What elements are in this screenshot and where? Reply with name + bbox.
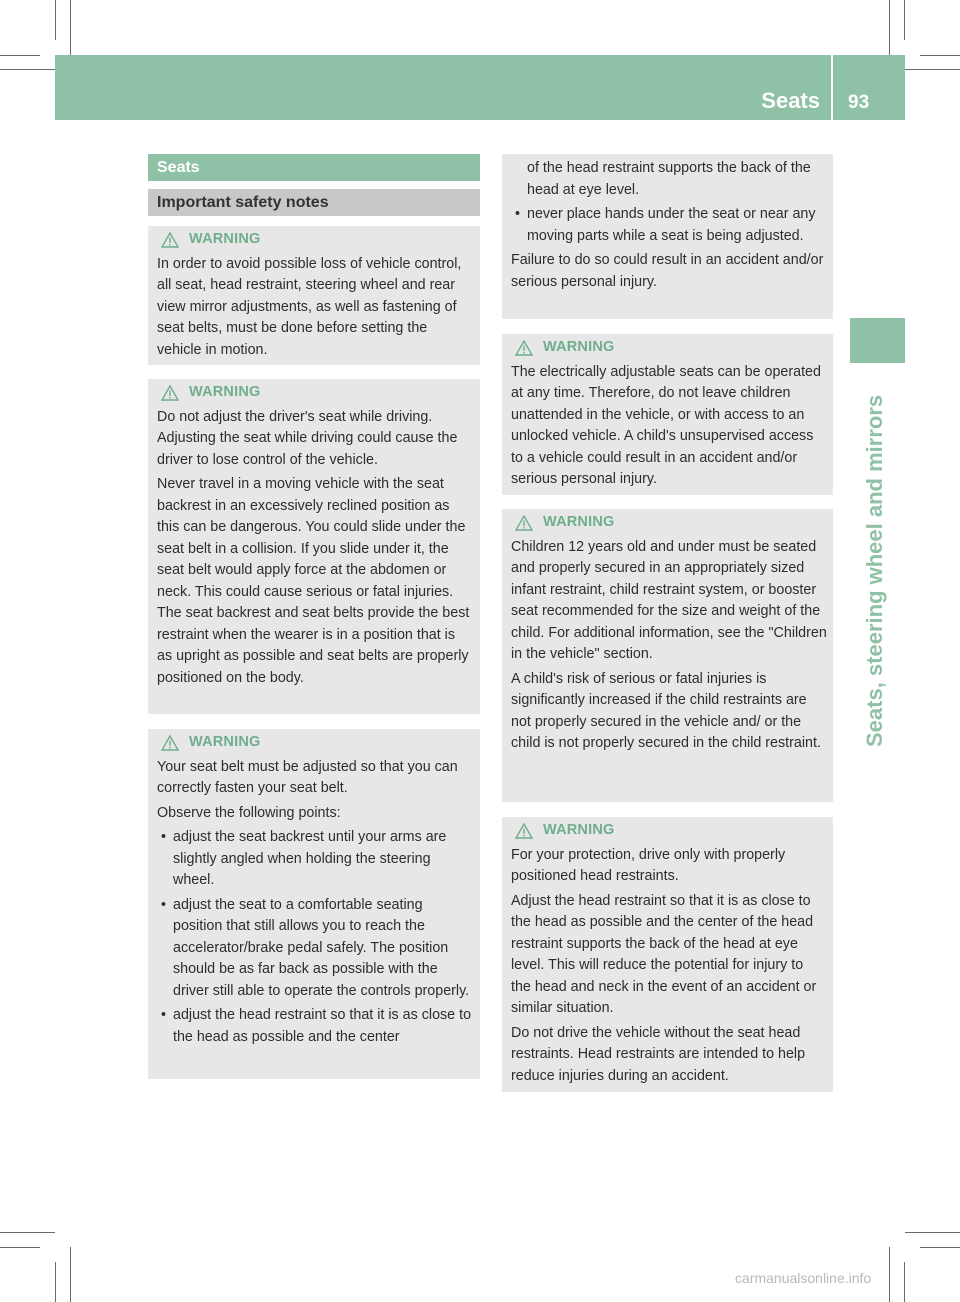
warning-label: WARNING bbox=[189, 384, 261, 400]
crop-mark bbox=[0, 1232, 55, 1233]
warning-triangle-icon bbox=[515, 340, 533, 356]
footer-watermark: carmanualsonline.info bbox=[735, 1270, 872, 1286]
crop-mark bbox=[0, 55, 40, 56]
crop-mark bbox=[905, 1232, 960, 1233]
crop-mark bbox=[70, 1247, 71, 1302]
crop-mark bbox=[889, 1247, 890, 1302]
warning-text: Your seat belt must be adjusted so that you can correctly fasten your seat belt. bbox=[157, 758, 458, 796]
crop-mark bbox=[0, 1247, 40, 1248]
chapter-tab bbox=[850, 318, 905, 363]
continued-text: of the head restraint supports the back of the head at eye level. bbox=[527, 160, 811, 198]
warning-box bbox=[502, 817, 833, 1092]
warning-text: The electrically adjustable seats can be operated at any time. Therefore, do not leave children unattended in the vehicle, or with access to an unlocked vehicle. A child's unsupervised access to a vehicle could result in an accident and/or serious personal injury. bbox=[511, 363, 821, 487]
warning-heading bbox=[511, 512, 827, 534]
warning-box bbox=[148, 729, 480, 1079]
crop-mark bbox=[920, 1247, 960, 1248]
warning-box bbox=[502, 509, 833, 802]
warning-text: Do not drive the vehicle without the seat head restraints. Head restraints are intended to help reduce injuries during an accident. bbox=[511, 1024, 806, 1084]
warning-label: WARNING bbox=[543, 339, 615, 355]
warning-label: WARNING bbox=[543, 514, 615, 530]
crop-mark bbox=[55, 0, 56, 40]
warning-box bbox=[148, 379, 480, 714]
warning-text: In order to avoid possible loss of vehicle control, all seat, head restraint, steering wheel and rear view mirror adjustments, as well as fastening of seat belts, must be done before setting the vehicle in motion. bbox=[157, 255, 462, 358]
warning-triangle-icon bbox=[161, 735, 179, 751]
warning-box bbox=[502, 334, 833, 495]
warning-box bbox=[148, 226, 480, 365]
warning-text: Failure to do so could result in an accident and/or serious personal injury. bbox=[511, 252, 824, 290]
warning-text: Children 12 years old and under must be seated and properly secured in an appropriately sized infant restraint, child restraint system, or booster seat recommended for the size and weight of the child. For additional information, see the "Children in the vehicle" section. bbox=[511, 538, 827, 662]
crop-mark bbox=[905, 69, 960, 70]
warning-heading bbox=[511, 820, 827, 842]
crop-mark bbox=[904, 1262, 905, 1302]
crop-mark bbox=[889, 0, 890, 55]
chapter-side-label: Seats, steering wheel and mirrors bbox=[862, 394, 887, 747]
crop-mark bbox=[0, 69, 55, 70]
header-separator bbox=[831, 55, 833, 120]
crop-mark bbox=[70, 0, 71, 55]
section-subtitle: Important safety notes bbox=[148, 189, 480, 216]
bullet-item: • never place hands under the seat or near any moving parts while a seat is being adjusted. bbox=[511, 204, 827, 247]
warning-text: Adjust the head restraint so that it is as close to the head as possible and the center of the head restraint supports the back of the head at eye level. This will reduce the potential for injury to the head and neck in the event of an accident or similar situation. bbox=[511, 892, 817, 1016]
bullet-item: • adjust the seat backrest until your arms are slightly angled when holding the steering wheel. bbox=[157, 827, 474, 892]
crop-mark bbox=[920, 55, 960, 56]
warning-label: WARNING bbox=[189, 734, 261, 750]
warning-triangle-icon bbox=[515, 823, 533, 839]
warning-text: Observe the following points: bbox=[157, 804, 341, 821]
bullet-item: • adjust the head restraint so that it is as close to the head as possible and the center bbox=[157, 1005, 474, 1048]
warning-triangle-icon bbox=[161, 385, 179, 401]
warning-text: For your protection, drive only with properly positioned head restraints. bbox=[511, 846, 786, 884]
warning-heading bbox=[157, 382, 474, 404]
warning-text: A child's risk of serious or fatal injuries is significantly increased if the child restraints are not properly secured in the vehicle and/ or the child is not properly secured in the child restraint. bbox=[511, 670, 821, 751]
warning-label: WARNING bbox=[543, 822, 615, 838]
warning-heading bbox=[511, 337, 827, 359]
crop-mark bbox=[904, 0, 905, 40]
warning-heading bbox=[157, 229, 474, 251]
warning-heading bbox=[157, 732, 474, 754]
section-title: Seats bbox=[148, 154, 480, 181]
warning-triangle-icon bbox=[161, 232, 179, 248]
warning-triangle-icon bbox=[515, 515, 533, 531]
bullet-item: • adjust the seat to a comfortable seating position that still allows you to reach the accelerator/brake pedal safely. The position should be as far back as possible with the driver still able to operate the controls properly. bbox=[157, 895, 474, 1003]
warning-text: Do not adjust the driver's seat while driving. Adjusting the seat while driving could cause the driver to lose control of the vehicle. bbox=[157, 408, 458, 468]
crop-mark bbox=[55, 1262, 56, 1302]
warning-box-continued bbox=[502, 154, 833, 319]
page-number: 93 bbox=[848, 92, 870, 113]
warning-label: WARNING bbox=[189, 231, 261, 247]
warning-text: Never travel in a moving vehicle with the seat backrest in an excessively reclined position as this can be dangerous. You could slide under the seat belt in a collision. If you slide under it, the seat belt would apply force at the abdomen or neck. This could cause serious or fatal injuries. The seat backrest and seat belts provide the best restraint when the wearer is in a position that is as upright as possible and seat belts are properly positioned on the body. bbox=[157, 476, 470, 686]
header-title: Seats bbox=[761, 88, 820, 113]
